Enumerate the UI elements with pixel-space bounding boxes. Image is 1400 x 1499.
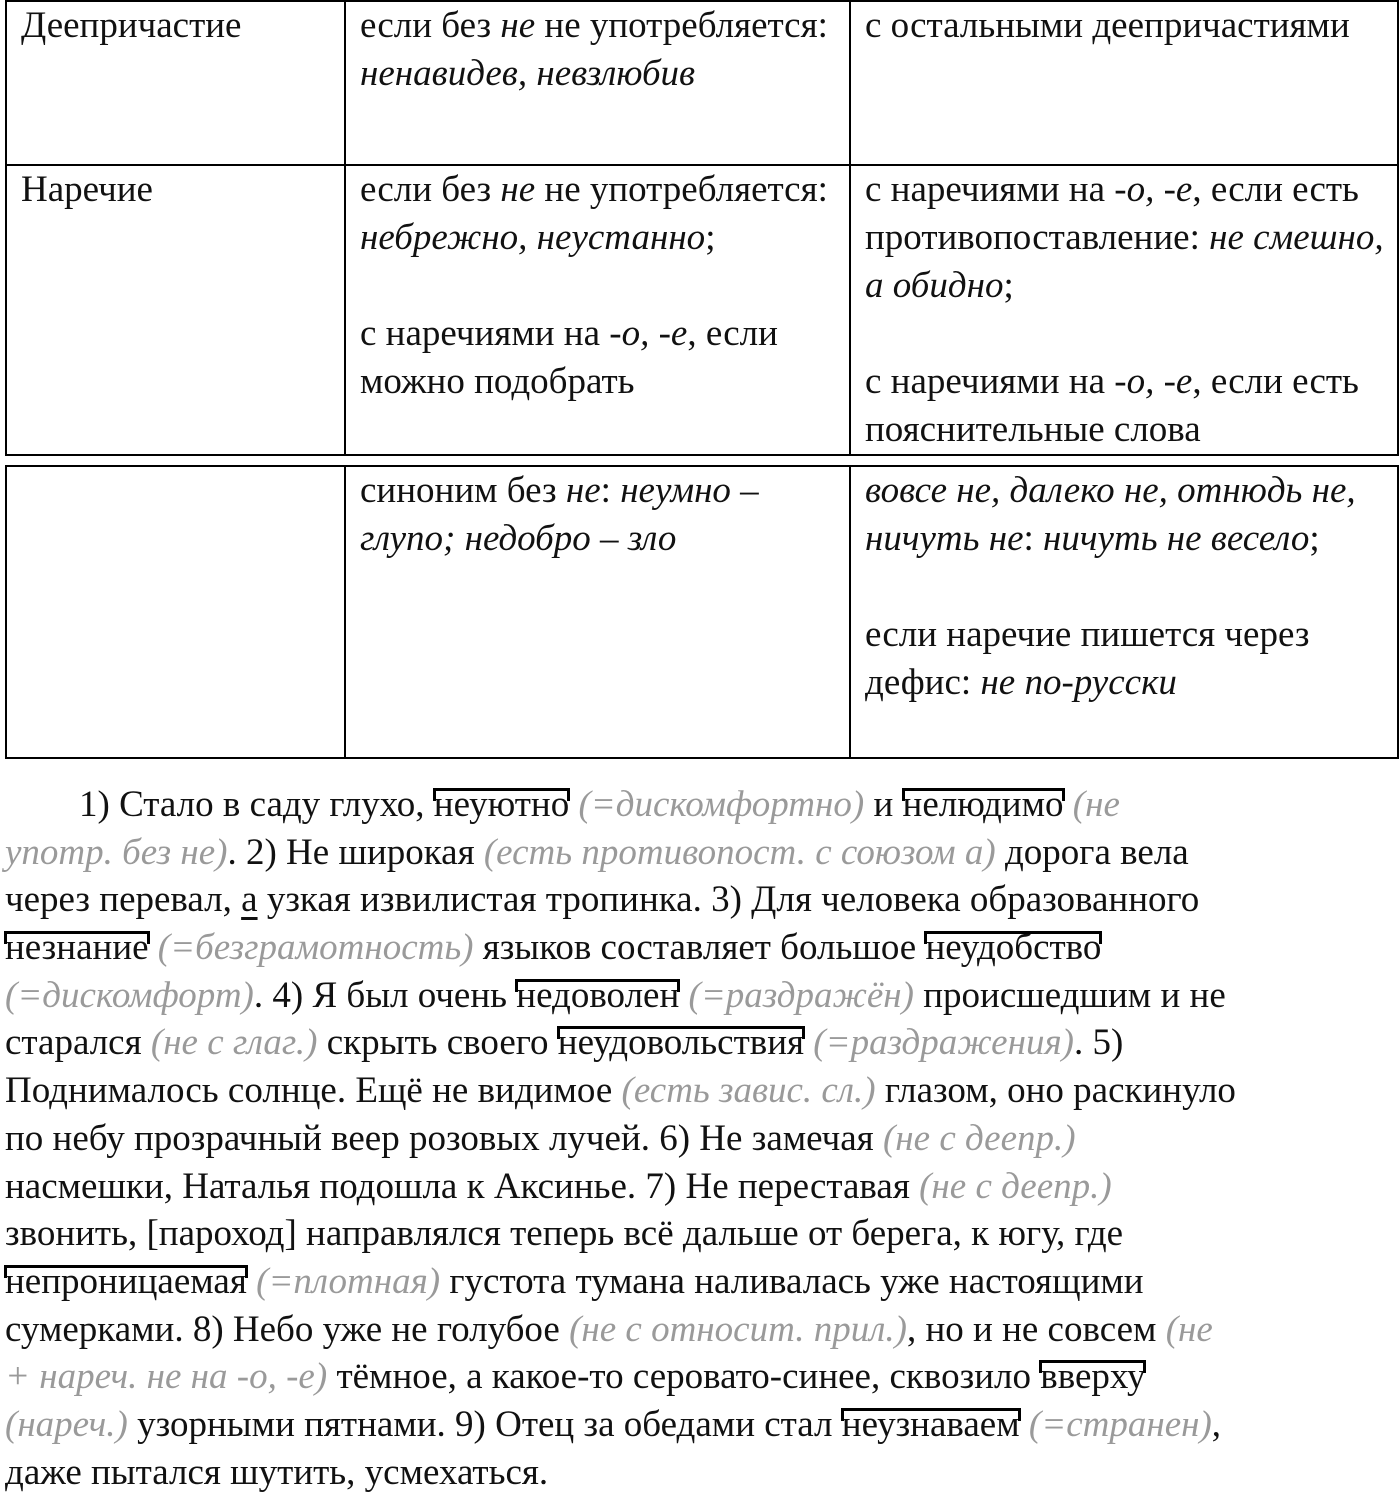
text-line: незнание (=безграмотность) языков составляет большое неудобство <box>5 927 1102 969</box>
text-line: звонить, [пароход] направлялся теперь всё дальше от берега, к югу, где <box>5 1213 1124 1255</box>
exercise-text <box>5 781 1397 1496</box>
text-line: Поднималось солнце. Ещё не видимое (есть завис. сл.) глазом, оно раскинуло <box>5 1070 1236 1112</box>
together-cell <box>345 165 850 455</box>
text-line: даже пытался шутить, усмехаться. <box>5 1451 549 1493</box>
text-line: непроницаемая (=плотная) густота тумана наливалась уже настоящими <box>5 1260 1144 1302</box>
prefix-mark: недоволен <box>516 974 680 1016</box>
text-line: 1) Стало в саду глухо, неуютно (=дискомфортно) и нелюдимо (не <box>5 784 1120 825</box>
prefix-mark: неуютно <box>433 784 570 825</box>
text-line: сумерками. 8) Небо уже не голубое (не с относит. прил.), но и не совсем (не <box>5 1308 1213 1350</box>
part-of-speech-cell: Наречие <box>6 165 345 455</box>
table-row <box>6 1 1398 165</box>
conjunction-underline: а <box>241 879 258 921</box>
table-row <box>6 165 1398 455</box>
rule-a: с наречиями на -о, -е, если есть противопоставление: не смешно, а обидно; <box>865 169 1384 306</box>
text-line: + нареч. не на -о, -е) тёмное, а какое-то серовато-синее, сквозило вверху <box>5 1356 1146 1398</box>
apart-cell <box>850 466 1398 758</box>
apart-cell <box>850 165 1398 455</box>
text-line: по небу прозрачный веер розовых лучей. 6) Не замечая (не с деепр.) <box>5 1117 1076 1159</box>
together-cell: синоним без не: неумно – глупо; недобро – зло <box>345 466 850 758</box>
prefix-mark: непроницаемая <box>5 1260 247 1302</box>
prefix-mark: неудобство <box>925 927 1102 969</box>
text-line: (нареч.) узорными пятнами. 9) Отец за обедами стал неузнаваем (=странен), <box>5 1403 1222 1445</box>
text-line: (=дискомфорт). 4) Я был очень недоволен (=раздражён) происшедшим и не <box>5 974 1226 1016</box>
text-line: употр. без не). 2) Не широкая (есть противопост. с союзом а) дорога вела <box>5 831 1189 873</box>
prefix-mark: незнание <box>5 927 149 969</box>
rule-b: с наречиями на -о, -е, если есть пояснительные слова <box>865 361 1359 450</box>
apart-cell: с остальными деепричастиями <box>850 1 1398 165</box>
rule-a: если без не не употребляется: небрежно, неустанно; <box>360 169 828 258</box>
rules-table-top <box>5 0 1399 456</box>
text-line: насмешки, Наталья подошла к Аксинье. 7) Не переставая (не с деепр.) <box>5 1165 1112 1207</box>
prefix-mark: неузнаваем <box>841 1403 1020 1445</box>
text-line: старался (не с глаг.) скрыть своего неудовольствия (=раздражения). 5) <box>5 1022 1124 1064</box>
rule-b: с наречиями на -о, -е, если можно подобрать <box>360 313 778 402</box>
rules-table-continued <box>5 465 1399 759</box>
rule-a: вовсе не, далеко не, отнюдь не, ничуть не: ничуть не весело; <box>865 470 1356 559</box>
part-of-speech-cell: Деепричастие <box>6 1 345 165</box>
table-row <box>6 466 1398 758</box>
rule-b: если наречие пишется через дефис: не по-русски <box>865 614 1310 703</box>
prefix-mark: вверху <box>1040 1356 1146 1398</box>
part-of-speech-cell <box>6 466 345 758</box>
prefix-mark: неудовольствия <box>557 1022 805 1064</box>
prefix-mark: нелюдимо <box>902 784 1064 825</box>
together-cell: если без не не употребляется: ненавидев, невзлюбив <box>345 1 850 165</box>
text-line: через перевал, а узкая извилистая тропинка. 3) Для человека образованного <box>5 879 1200 921</box>
